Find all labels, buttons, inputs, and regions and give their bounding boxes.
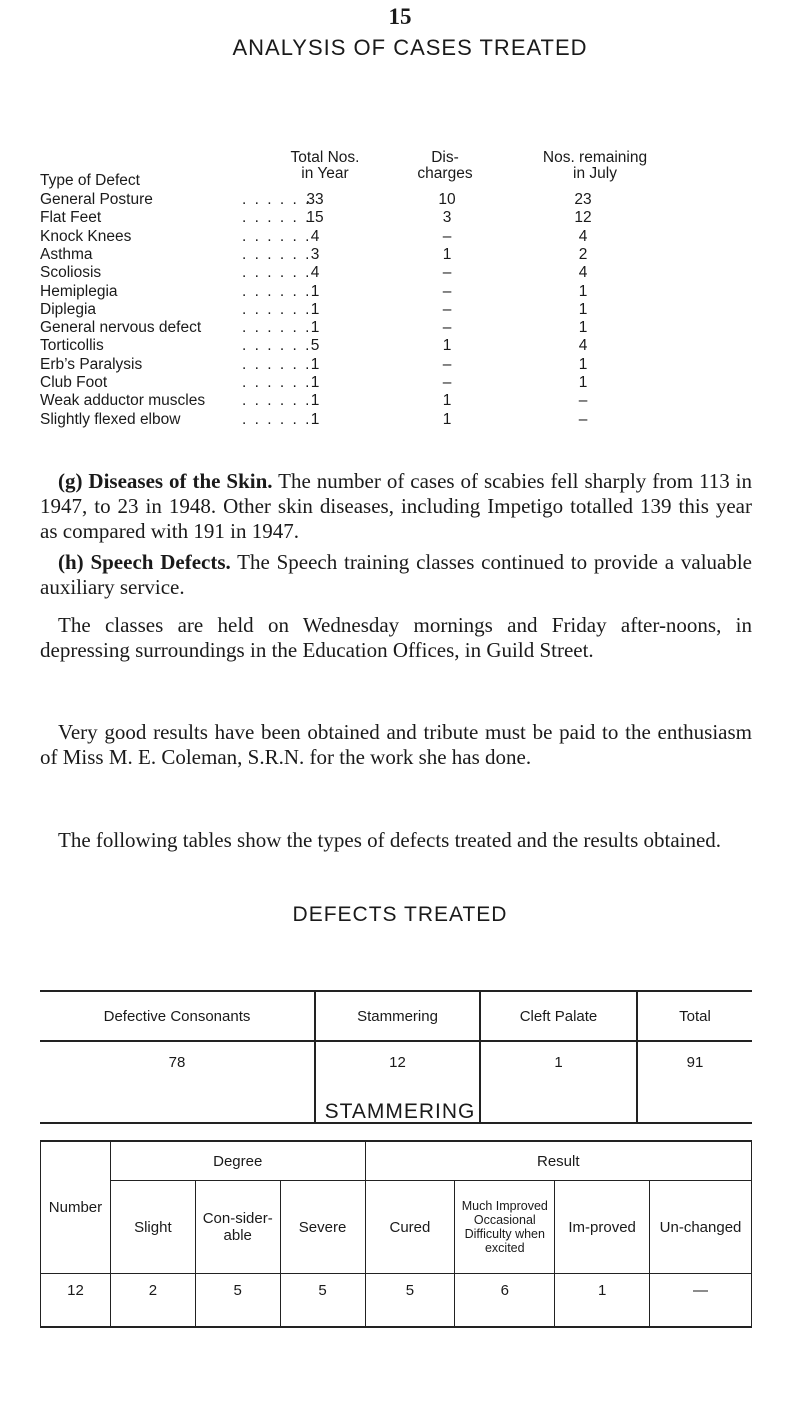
analysis-defect-name: Erb’s Paralysis bbox=[40, 355, 143, 373]
value-severe: 5 bbox=[280, 1274, 365, 1328]
value-cured: 5 bbox=[365, 1274, 455, 1328]
leader-dots: . . . . . . bbox=[242, 245, 312, 263]
analysis-remaining-cell: – bbox=[578, 392, 588, 410]
analysis-discharges-cell: – bbox=[442, 227, 452, 245]
column-header-discharges-line1: Dis- bbox=[431, 149, 459, 166]
analysis-discharges-cell: 10 bbox=[438, 191, 456, 208]
analysis-remaining-cell: – bbox=[578, 410, 588, 428]
analysis-remaining-cell: 4 bbox=[578, 264, 588, 282]
analysis-row bbox=[0, 209, 800, 228]
leader-dots: . . . . . . bbox=[242, 282, 312, 300]
analysis-defect-name: Scoliosis bbox=[40, 264, 102, 282]
value-number: 12 bbox=[41, 1274, 111, 1328]
analysis-row bbox=[0, 228, 800, 247]
header-much-improved: Much Improved Occasional Difficulty when excited bbox=[455, 1181, 555, 1274]
paragraph-h-label: (h) Speech Defects. bbox=[58, 550, 231, 574]
analysis-defect-name: Slightly flexed elbow bbox=[40, 410, 181, 428]
analysis-total-cell: 1 bbox=[310, 282, 320, 300]
analysis-total-cell: 1 bbox=[310, 410, 320, 428]
analysis-defect-name: General nervous defect bbox=[40, 319, 202, 337]
header-slight: Slight bbox=[110, 1181, 195, 1274]
value-defective-consonants: 78 bbox=[40, 1041, 315, 1123]
defects-treated-title: DEFECTS TREATED bbox=[292, 903, 508, 926]
analysis-remaining-cell: 4 bbox=[578, 227, 588, 245]
analysis-total-cell: 5 bbox=[310, 337, 320, 355]
analysis-row bbox=[0, 337, 800, 356]
analysis-remaining-cell: 23 bbox=[574, 191, 592, 208]
analysis-discharges-cell: 1 bbox=[442, 392, 452, 410]
analysis-total-cell: 1 bbox=[310, 355, 320, 373]
paragraph-following-tables bbox=[40, 828, 752, 853]
column-header-remaining-line1: Nos. remaining bbox=[542, 149, 648, 166]
analysis-discharges-cell: 3 bbox=[442, 209, 452, 227]
analysis-discharges-cell: – bbox=[442, 300, 452, 318]
analysis-discharges-cell: – bbox=[442, 355, 452, 373]
value-considerable: 5 bbox=[195, 1274, 280, 1328]
paragraph-results bbox=[40, 720, 752, 770]
header-result: Result bbox=[365, 1141, 752, 1181]
header-improved: Im-proved bbox=[555, 1181, 650, 1274]
value-unchanged: — bbox=[650, 1274, 752, 1328]
leader-dots: . . . . . . bbox=[242, 264, 312, 282]
value-improved: 1 bbox=[555, 1274, 650, 1328]
analysis-row bbox=[0, 392, 800, 411]
column-header-defect: Type of Defect bbox=[40, 172, 140, 189]
analysis-row bbox=[0, 356, 800, 375]
analysis-defect-name: Weak adductor muscles bbox=[40, 392, 206, 410]
analysis-defect-name: Hemiplegia bbox=[40, 282, 118, 300]
leader-dots: . . . . . . bbox=[242, 374, 312, 391]
leader-dots: . . . . . . bbox=[242, 410, 312, 428]
analysis-remaining-cell: 2 bbox=[578, 245, 588, 263]
paragraph-skin-diseases bbox=[40, 469, 752, 544]
analysis-total-cell: 3 bbox=[310, 245, 320, 263]
value-much-improved: 6 bbox=[455, 1274, 555, 1328]
analysis-row bbox=[0, 283, 800, 302]
analysis-discharges-cell: 1 bbox=[442, 337, 452, 355]
paragraph-g-text: The number of cases of scabies fell sharply from 113 in 1947, to 23 in 1948. Other skin diseases, including Impetigo totalled 139 this year as compared with 191 in 1947. bbox=[40, 469, 752, 543]
analysis-remaining-cell: 1 bbox=[578, 282, 588, 300]
analysis-row bbox=[0, 319, 800, 338]
analysis-total-cell: 1 bbox=[310, 392, 320, 410]
header-stammering: Stammering bbox=[315, 991, 480, 1041]
analysis-total-cell: 1 bbox=[310, 319, 320, 337]
analysis-remaining-cell: 1 bbox=[578, 355, 588, 373]
leader-dots: . . . . . . bbox=[242, 319, 312, 337]
analysis-discharges-cell: – bbox=[442, 319, 452, 337]
analysis-remaining-cell: 1 bbox=[578, 319, 588, 337]
stammering-subheader-row bbox=[41, 1181, 752, 1274]
value-stammering: 12 bbox=[315, 1041, 480, 1123]
paragraph-following-text: The following tables show the types of defects treated and the results obtained. bbox=[58, 828, 722, 852]
header-number: Number bbox=[41, 1141, 111, 1274]
header-defective-consonants: Defective Consonants bbox=[40, 991, 315, 1041]
header-considerable: Con-sider-able bbox=[195, 1181, 280, 1274]
column-header-total-line1: Total Nos. bbox=[290, 149, 360, 166]
page-number: 15 bbox=[388, 4, 412, 29]
paragraph-classes-text: The classes are held on Wednesday mornings and Friday after-noons, in depressing surroundings in the Education Offices, in Guild Street. bbox=[40, 613, 752, 662]
header-unchanged: Un-changed bbox=[650, 1181, 752, 1274]
analysis-row bbox=[0, 246, 800, 265]
analysis-discharges-cell: 1 bbox=[442, 245, 452, 263]
analysis-defect-name: Knock Knees bbox=[40, 227, 132, 245]
analysis-defect-name: Club Foot bbox=[40, 374, 108, 391]
analysis-remaining-cell: 12 bbox=[574, 209, 592, 227]
paragraph-h-text: The Speech training classes continued to provide a valuable auxiliary service. bbox=[40, 550, 753, 599]
defects-header-row bbox=[40, 991, 752, 1041]
paragraph-results-text: Very good results have been obtained and tribute must be paid to the enthusiasm of Miss M. E. Coleman, S.R.N. for the work she has done. bbox=[40, 720, 752, 769]
analysis-discharges-cell: – bbox=[442, 374, 452, 391]
header-cleft-palate: Cleft Palate bbox=[480, 991, 637, 1041]
analysis-heading: ANALYSIS OF CASES TREATED bbox=[232, 35, 588, 60]
analysis-row bbox=[0, 301, 800, 320]
header-cured: Cured bbox=[365, 1181, 455, 1274]
stammering-value-row bbox=[41, 1274, 752, 1328]
analysis-total-cell: 33 bbox=[306, 191, 324, 208]
analysis-discharges-cell: 1 bbox=[442, 410, 452, 428]
analysis-defect-name: Flat Feet bbox=[40, 209, 102, 227]
analysis-discharges-cell: – bbox=[442, 282, 452, 300]
value-slight: 2 bbox=[110, 1274, 195, 1328]
analysis-defect-name: General Posture bbox=[40, 191, 153, 208]
analysis-defect-name: Asthma bbox=[40, 245, 93, 263]
header-degree: Degree bbox=[110, 1141, 365, 1181]
leader-dots: . . . . . . bbox=[242, 392, 312, 410]
leader-dots: . . . . . . bbox=[242, 355, 312, 373]
analysis-remaining-cell: 4 bbox=[578, 337, 588, 355]
column-header-total bbox=[250, 150, 400, 182]
analysis-row bbox=[0, 264, 800, 283]
paragraph-speech-defects bbox=[40, 550, 752, 600]
analysis-total-cell: 15 bbox=[306, 209, 324, 227]
analysis-total-cell: 1 bbox=[310, 300, 320, 318]
column-header-discharges bbox=[390, 150, 500, 182]
header-severe: Severe bbox=[280, 1181, 365, 1274]
analysis-remaining-cell: 1 bbox=[578, 300, 588, 318]
leader-dots: . . . . . . bbox=[242, 227, 312, 245]
analysis-remaining-cell: 1 bbox=[578, 374, 588, 391]
leader-dots: . . . . . . bbox=[242, 300, 312, 318]
leader-dots: . . . . . . bbox=[242, 337, 312, 355]
leader-dots: . . . . . . bbox=[242, 209, 312, 227]
stammering-title: STAMMERING bbox=[324, 1100, 476, 1123]
value-cleft-palate: 1 bbox=[480, 1041, 637, 1123]
analysis-total-cell: 4 bbox=[310, 264, 320, 282]
column-header-total-line2: in Year bbox=[301, 165, 349, 182]
column-header-discharges-line2: charges bbox=[417, 165, 473, 182]
analysis-row bbox=[0, 191, 800, 210]
stammering-group-row bbox=[41, 1141, 752, 1181]
leader-dots: . . . . . . bbox=[242, 191, 312, 208]
analysis-total-cell: 1 bbox=[310, 374, 320, 391]
analysis-defect-name: Diplegia bbox=[40, 300, 97, 318]
column-header-remaining-line2: in July bbox=[573, 165, 617, 182]
paragraph-classes bbox=[40, 613, 752, 663]
column-header-remaining bbox=[505, 150, 685, 182]
analysis-defect-name: Torticollis bbox=[40, 337, 104, 355]
analysis-row bbox=[0, 374, 800, 393]
analysis-total-cell: 4 bbox=[310, 227, 320, 245]
paragraph-g-label: (g) Diseases of the Skin. bbox=[58, 469, 273, 493]
value-total: 91 bbox=[637, 1041, 752, 1123]
analysis-row bbox=[0, 411, 800, 430]
analysis-discharges-cell: – bbox=[442, 264, 452, 282]
stammering-table bbox=[40, 1140, 752, 1328]
header-total: Total bbox=[637, 991, 752, 1041]
